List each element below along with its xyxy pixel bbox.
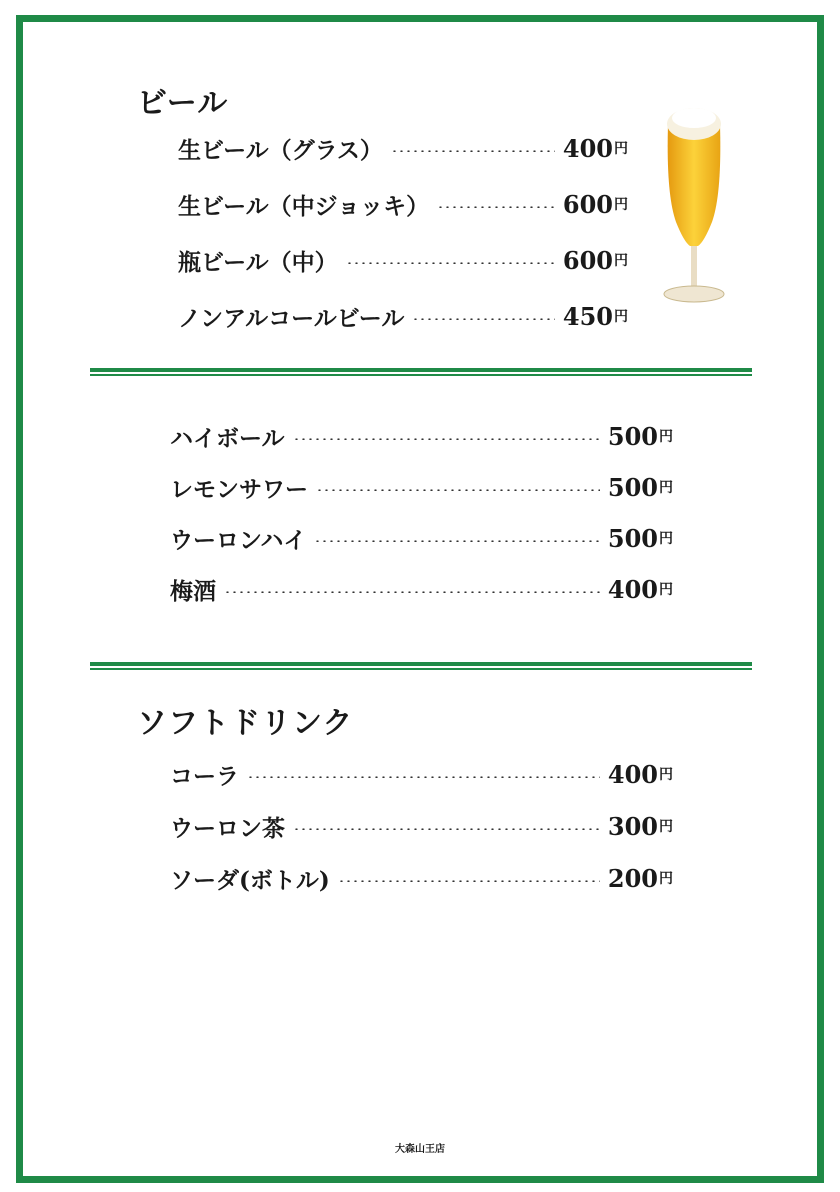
item-price: 500 [607, 472, 658, 502]
leader-dots [338, 880, 600, 882]
menu-item [170, 809, 673, 843]
item-name: 生ビール（中ジョッキ） [178, 192, 430, 220]
item-price: 400 [562, 133, 613, 163]
section-divider [90, 368, 752, 376]
yen-unit: 円 [659, 480, 673, 496]
yen-unit: 円 [659, 429, 673, 445]
item-price: 600 [562, 189, 613, 219]
menu-item [170, 757, 673, 791]
beer-glass-icon [660, 104, 728, 310]
leader-dots [346, 262, 555, 264]
yen-unit: 円 [659, 819, 673, 835]
item-name: 生ビール（グラス） [178, 136, 383, 164]
item-price: 500 [607, 523, 658, 553]
leader-dots [437, 206, 555, 208]
item-name: レモンサワー [170, 475, 308, 503]
item-price: 300 [607, 811, 658, 841]
item-name: ソーダ(ボトル) [170, 866, 330, 894]
item-name: ハイボール [170, 424, 285, 452]
yen-unit: 円 [659, 871, 673, 887]
menu-item [170, 470, 673, 504]
yen-unit: 円 [659, 531, 673, 547]
menu-item [178, 243, 628, 277]
yen-unit: 円 [659, 767, 673, 783]
yen-unit: 円 [614, 141, 628, 157]
leader-dots [224, 591, 600, 593]
leader-dots [293, 828, 600, 830]
item-price: 400 [607, 759, 658, 789]
menu-item [178, 187, 628, 221]
menu-item [170, 521, 673, 555]
item-name: ウーロンハイ [170, 526, 307, 554]
item-price: 600 [562, 245, 613, 275]
menu-item [178, 131, 628, 165]
item-price: 400 [607, 574, 658, 604]
soft-drink-section-title: ソフトドリンク [137, 706, 354, 741]
leader-dots [247, 776, 600, 778]
yen-unit: 円 [614, 309, 628, 325]
item-name: 瓶ビール（中） [178, 248, 338, 276]
section-divider [90, 662, 752, 670]
leader-dots [293, 438, 600, 440]
item-name: ノンアルコールビール [178, 304, 405, 332]
beer-section-title: ビール [137, 86, 229, 121]
yen-unit: 円 [614, 253, 628, 269]
item-price: 450 [562, 301, 613, 331]
leader-dots [391, 150, 555, 152]
menu-item [178, 299, 628, 333]
menu-item [170, 419, 673, 453]
store-name: 大森山王店 [395, 1144, 445, 1155]
yen-unit: 円 [659, 582, 673, 598]
item-name: 梅酒 [170, 577, 216, 605]
leader-dots [314, 540, 600, 542]
item-name: ウーロン茶 [170, 814, 285, 842]
item-price: 500 [607, 421, 658, 451]
yen-unit: 円 [614, 197, 628, 213]
item-name: コーラ [170, 762, 239, 790]
item-price: 200 [607, 863, 658, 893]
menu-item [170, 861, 673, 895]
leader-dots [412, 318, 555, 320]
menu-item [170, 572, 673, 606]
leader-dots [316, 489, 600, 491]
